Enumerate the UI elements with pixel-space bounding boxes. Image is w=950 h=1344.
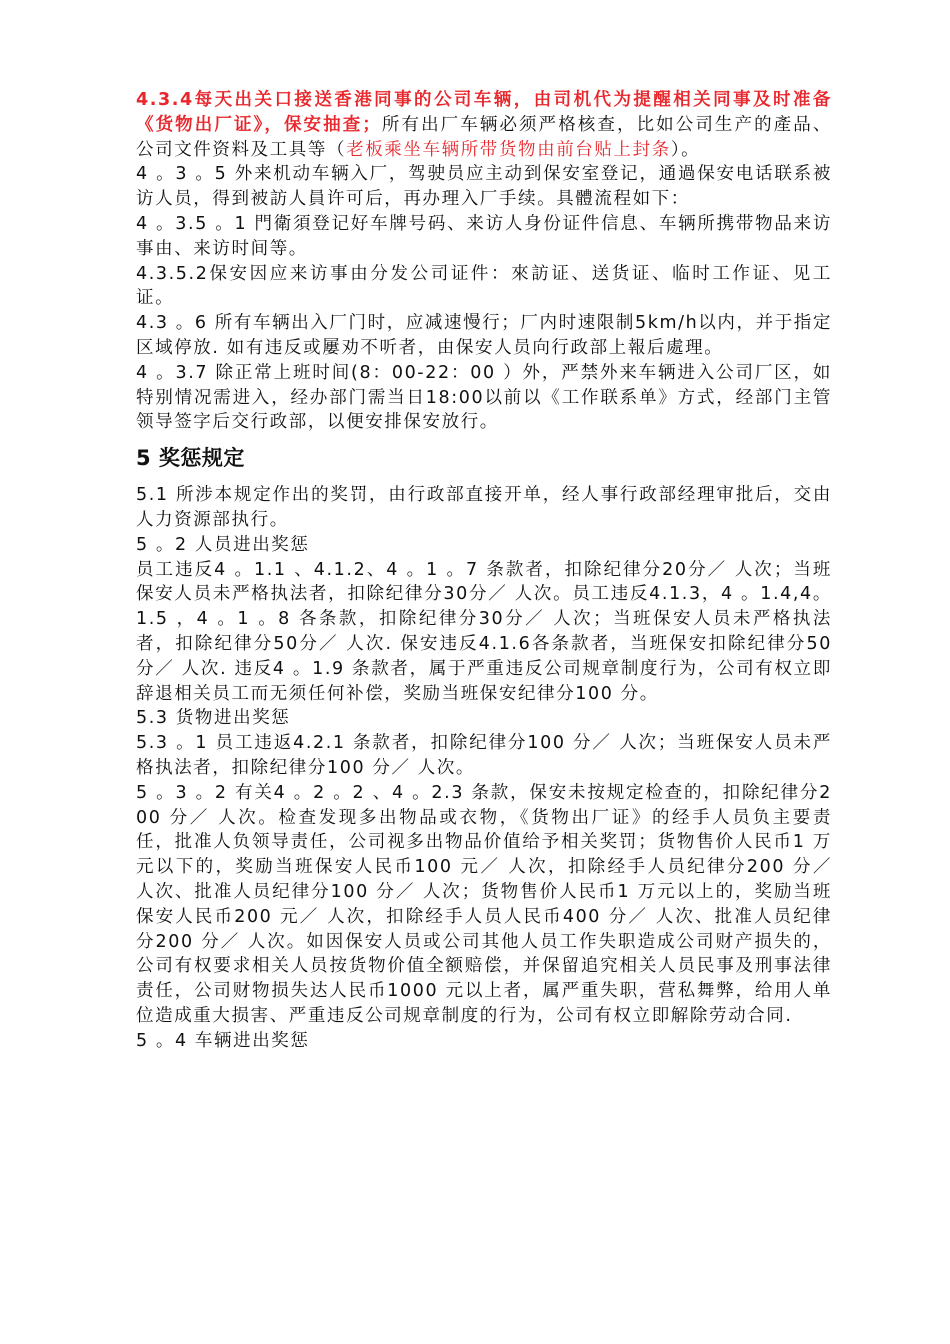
clause-5-1: 5.1 所涉本规定作出的奖罚，由行政部直接开单，经人事行政部经理审批后，交由人力资源部执行。 <box>136 485 832 530</box>
clause-4-3-6: 4.3 。6 所有车辆出入厂门时，应减速慢行；厂内时速限制5km/h以内，并于指定区域停放. 如有违反或屢劝不听者，由保安人员向行政部上報后處理。 <box>136 313 832 358</box>
clause-5-4-title: 5 。4 车辆进出奖惩 <box>136 1030 310 1051</box>
clause-4-3-4 <box>136 88 832 162</box>
section-5-heading: 5 奖惩规定 <box>136 446 245 471</box>
clause-4-3-5: 4 。3 。5 外来机动车辆入厂，驾驶员应主动到保安室登记，通過保安电话联系被访人员，得到被訪人員许可后，再办理入厂手续。具體流程如下： <box>136 164 832 210</box>
clause-5-3-title: 5.3 货物进出奖惩 <box>136 708 291 729</box>
clause-4-3-5-2: 4.3.5.2保安因应来访事由分发公司证件：來訪证、送货证、临时工作证、见工证。 <box>136 263 832 309</box>
clause-4-3-4-highlight: 4.3.4每天出关口接送香港同事的公司车辆，由司机代为提醒相关同事及时准备《货物出厂证》，保安抽查； <box>136 90 832 135</box>
clause-5-3-1: 5.3 。1 员工违返4.2.1 条款者，扣除纪律分100 分／ 人次；当班保安人员未严格执法者，扣除纪律分100 分／ 人次。 <box>136 733 832 778</box>
clause-4-3-5-1: 4 。3.5 。1 門衛須登记好车牌号码、来访人身份证件信息、车辆所携带物品来访事由、来访时间等。 <box>136 213 832 259</box>
clause-4-3-4-text: 所有出厂车辆必须严格核查，比如公司生产的產品、公司文件资料及工具等（ <box>136 114 832 160</box>
clause-4-3-7: 4 。3.7 除正常上班时间(8：00-22：00 ）外，严禁外来车辆进入公司厂区，如特别情况需进入，经办部门需当日18:00以前以《工作联系单》方式，经部门主管领导签字后交行政部，以便安排保安放行。 <box>136 362 832 433</box>
clause-5-3-2: 5 。3 。2 有关4 。2 。2 、4 。2.3 条款，保安未按规定检查的，扣除纪律分200 分／ 人次。检查发现多出物品或衣物，《货物出厂证》的经手人员负主要责任，批准人负领导责任，公司视多出物品价值给予相关奖罚；货物售价人民币1 万元以下的，奖励当班保安人民币100 元／ 人次，扣除经手人员纪律分200 分／ 人次、批准人员纪律分100 分／ 人次；货物售价人民币1 万元以上的，奖励当班保安人民币200 元／ 人次，扣除经手人员人民币400 分／ 人次、批准人员纪律分200 分／ 人次。如因保安人员或公司其他人员工作失职造成公司财产损失的，公司有权要求相关人员按货物价值全额赔偿，并保留追究相关人员民事及刑事法律责任，公司财物损失达人民币1000 元以上者，属严重失职，营私舞弊，给用人单位造成重大损害、严重违反公司规章制度的行为，公司有权立即解除劳动合同. <box>136 782 832 1026</box>
clause-4-3-4-highlight-2: 老板乘坐车辆所带货物由前台贴上封条 <box>346 139 671 160</box>
clause-4-3-4-end: ）。 <box>670 139 701 160</box>
clause-5-2-title: 5 。2 人员进出奖惩 <box>136 534 310 555</box>
clause-5-2-body: 员工违反4 。1.1 、4.1.2、4 。1 。7 条款者，扣除纪律分20分／ 人次；当班保安人员未严格执法者，扣除纪律分30分／ 人次。员工违反4.1.3，4 。1.4,4。1.5 ，4 。1 。8 各条款，扣除纪律分30分／ 人次；当班保安人员未严格执法者，扣除纪律分50分／ 人次. 保安违反4.1.6各条款者，当班保安扣除纪律分50分／ 人次. 违反4 。1.9 条款者，属于严重违反公司规章制度行为，公司有权立即辞退相关员工而无须任何补偿，奖励当班保安纪律分100 分。 <box>136 559 832 704</box>
